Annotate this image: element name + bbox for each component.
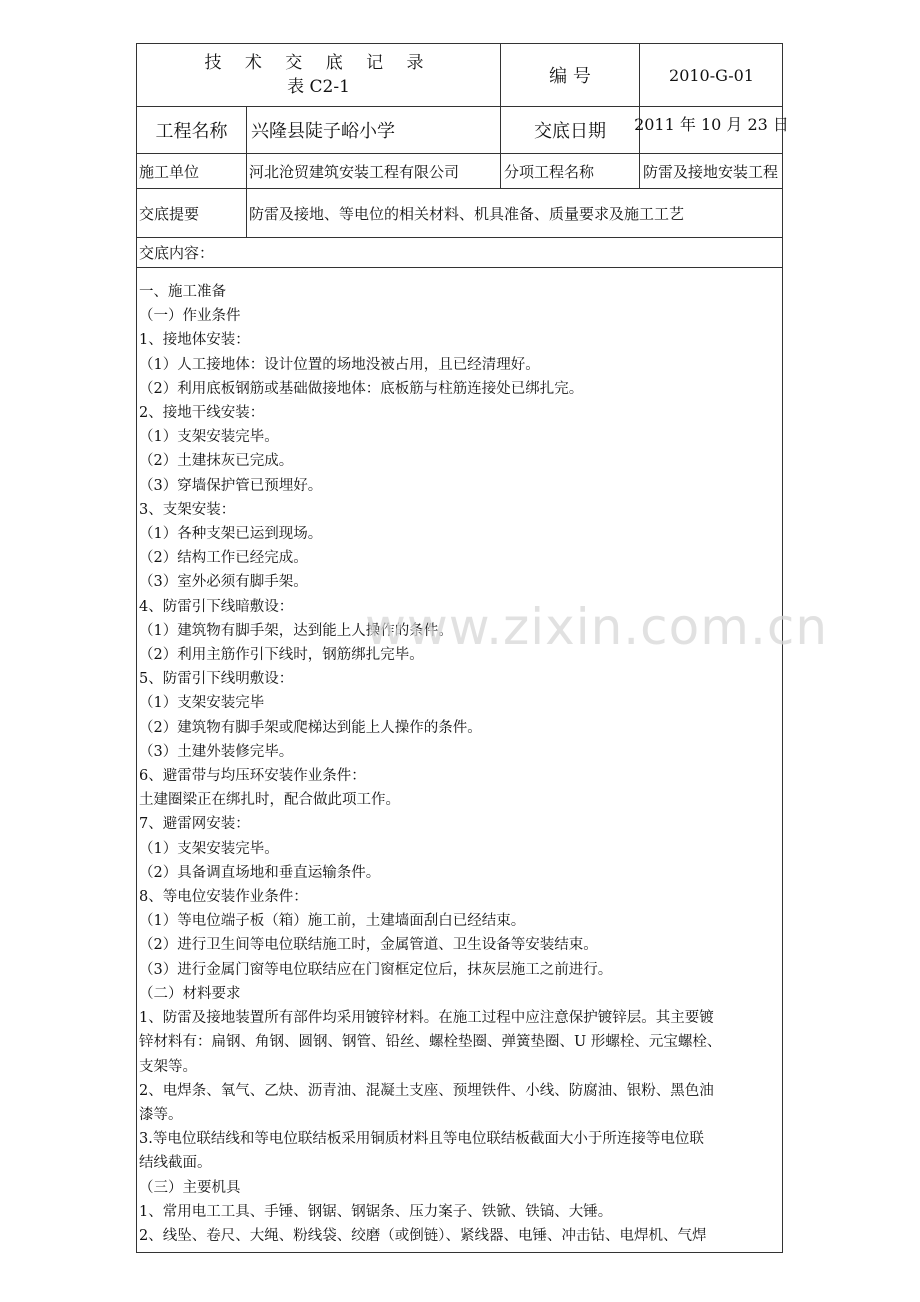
project-name-label: 工程名称 [155, 121, 228, 142]
content-line: 4、防雷引下线暗敷设： [139, 598, 294, 615]
content-line: 3.等电位联结线和等电位联结板采用铜质材料且等电位联结板截面大小于所连接等电位联 [139, 1131, 704, 1148]
content-line: 2、电焊条、氧气、乙炔、沥青油、混凝土支座、预埋铁件、小线、防腐油、银粉、黑色油 [139, 1082, 714, 1099]
content-line: 7、避雷网安装： [139, 816, 250, 833]
content-line: （3）室外必须有脚手架。 [139, 574, 308, 591]
content-line: （2）进行卫生间等电位联结施工时，金属管道、卫生设备等安装结束。 [139, 937, 598, 954]
content-line: 3、支架安装： [139, 501, 236, 518]
row-divider [136, 267, 783, 268]
content-line: （二）材料要求 [139, 985, 241, 1002]
date-label: 交底日期 [534, 121, 606, 142]
summary-label: 交底提要 [139, 204, 200, 223]
content-line: （2）建筑物有脚手架或爬梯达到能上人操作的条件。 [139, 719, 482, 736]
number-value: 2010-G-01 [669, 65, 754, 85]
record-title-main: 技 术 交 底 记 录 [204, 53, 433, 73]
content-line: 6、避雷带与均压环安装作业条件： [139, 768, 366, 785]
subproject-label: 分项工程名称 [504, 162, 595, 181]
content-line: （2）利用底板钢筋或基础做接地体：底板筋与柱筋连接处已绑扎完。 [139, 380, 584, 397]
watermark: www.zixin.com.cn [365, 598, 829, 656]
subproject-value: 防雷及接地安装工程 [643, 162, 779, 181]
content-line: （3）进行金属门窗等电位联结应在门窗框定位后，抹灰层施工之前进行。 [139, 961, 613, 978]
content-line: （1）支架安装完毕。 [139, 840, 279, 857]
content-line: 土建圈梁正在绑扎时，配合做此项工作。 [139, 792, 400, 809]
content-label: 交底内容： [139, 244, 215, 262]
content-line: （1）等电位端子板（箱）施工前，土建墙面刮白已经结束。 [139, 913, 526, 930]
content-line: 结线截面。 [139, 1155, 212, 1172]
content-line: （2）具备调直场地和垂直运输条件。 [139, 864, 381, 881]
content-line: 1、防雷及接地装置所有部件均采用镀锌材料。在施工过程中应注意保护镀锌层。其主要镀 [139, 1010, 714, 1027]
content-line: （1）人工接地体：设计位置的场地没被占用，且已经清理好。 [139, 356, 540, 373]
column-divider [246, 106, 247, 237]
content-line: 8、等电位安装作业条件： [139, 889, 308, 906]
content-line: 支架等。 [139, 1058, 197, 1075]
date-value: 2011 年 10 月 23 日 [634, 114, 789, 134]
content-line: （3）土建外装修完毕。 [139, 743, 294, 760]
content-line: （2）利用主筋作引下线时，钢筋绑扎完毕。 [139, 647, 424, 664]
content-line: 2、接地干线安装： [139, 405, 265, 422]
disclosure-content [139, 280, 783, 1248]
content-line: 2、线坠、卷尺、大绳、粉线袋、绞磨（或倒链）、紧线器、电锤、冲击钻、电焊机、气焊 [139, 1227, 707, 1244]
content-line: （1）支架安装完毕。 [139, 429, 279, 446]
summary-value: 防雷及接地、等电位的相关材料、机具准备、质量要求及施工工艺 [249, 204, 685, 223]
content-line: 1、接地体安装： [139, 332, 250, 349]
content-line: 锌材料有：扁钢、角钢、圆钢、钢管、铅丝、螺栓垫圈、弹簧垫圈、U 形螺栓、元宝螺栓、 [139, 1034, 722, 1051]
content-line: （三）主要机具 [139, 1179, 241, 1196]
record-form-code: 表 C2-1 [287, 77, 350, 97]
content-line: 1、常用电工工具、手锤、钢锯、钢锯条、压力案子、铁锨、铁镐、大锤。 [139, 1203, 613, 1220]
content-line: （3）穿墙保护管已预埋好。 [139, 477, 323, 494]
content-line: （一）作业条件 [139, 308, 241, 325]
content-line: （2）结构工作已经完成。 [139, 550, 308, 567]
content-line: 漆等。 [139, 1106, 183, 1123]
record-title [137, 44, 500, 106]
contractor-label: 施工单位 [139, 162, 200, 181]
content-line: 一、施工准备 [139, 284, 226, 300]
contractor-value: 河北沧贸建筑安装工程有限公司 [249, 162, 460, 181]
project-name-value: 兴隆县陡子峪小学 [251, 121, 395, 142]
content-line: （1）建筑物有脚手架，达到能上人操作的条件。 [139, 622, 453, 639]
content-line: （1）各种支架已运到现场。 [139, 526, 323, 543]
number-label: 编 号 [549, 66, 591, 87]
content-line: （1）支架安装完毕 [139, 695, 265, 712]
content-line: （2）土建抹灰已完成。 [139, 453, 294, 470]
content-line: 5、防雷引下线明敷设： [139, 671, 294, 688]
